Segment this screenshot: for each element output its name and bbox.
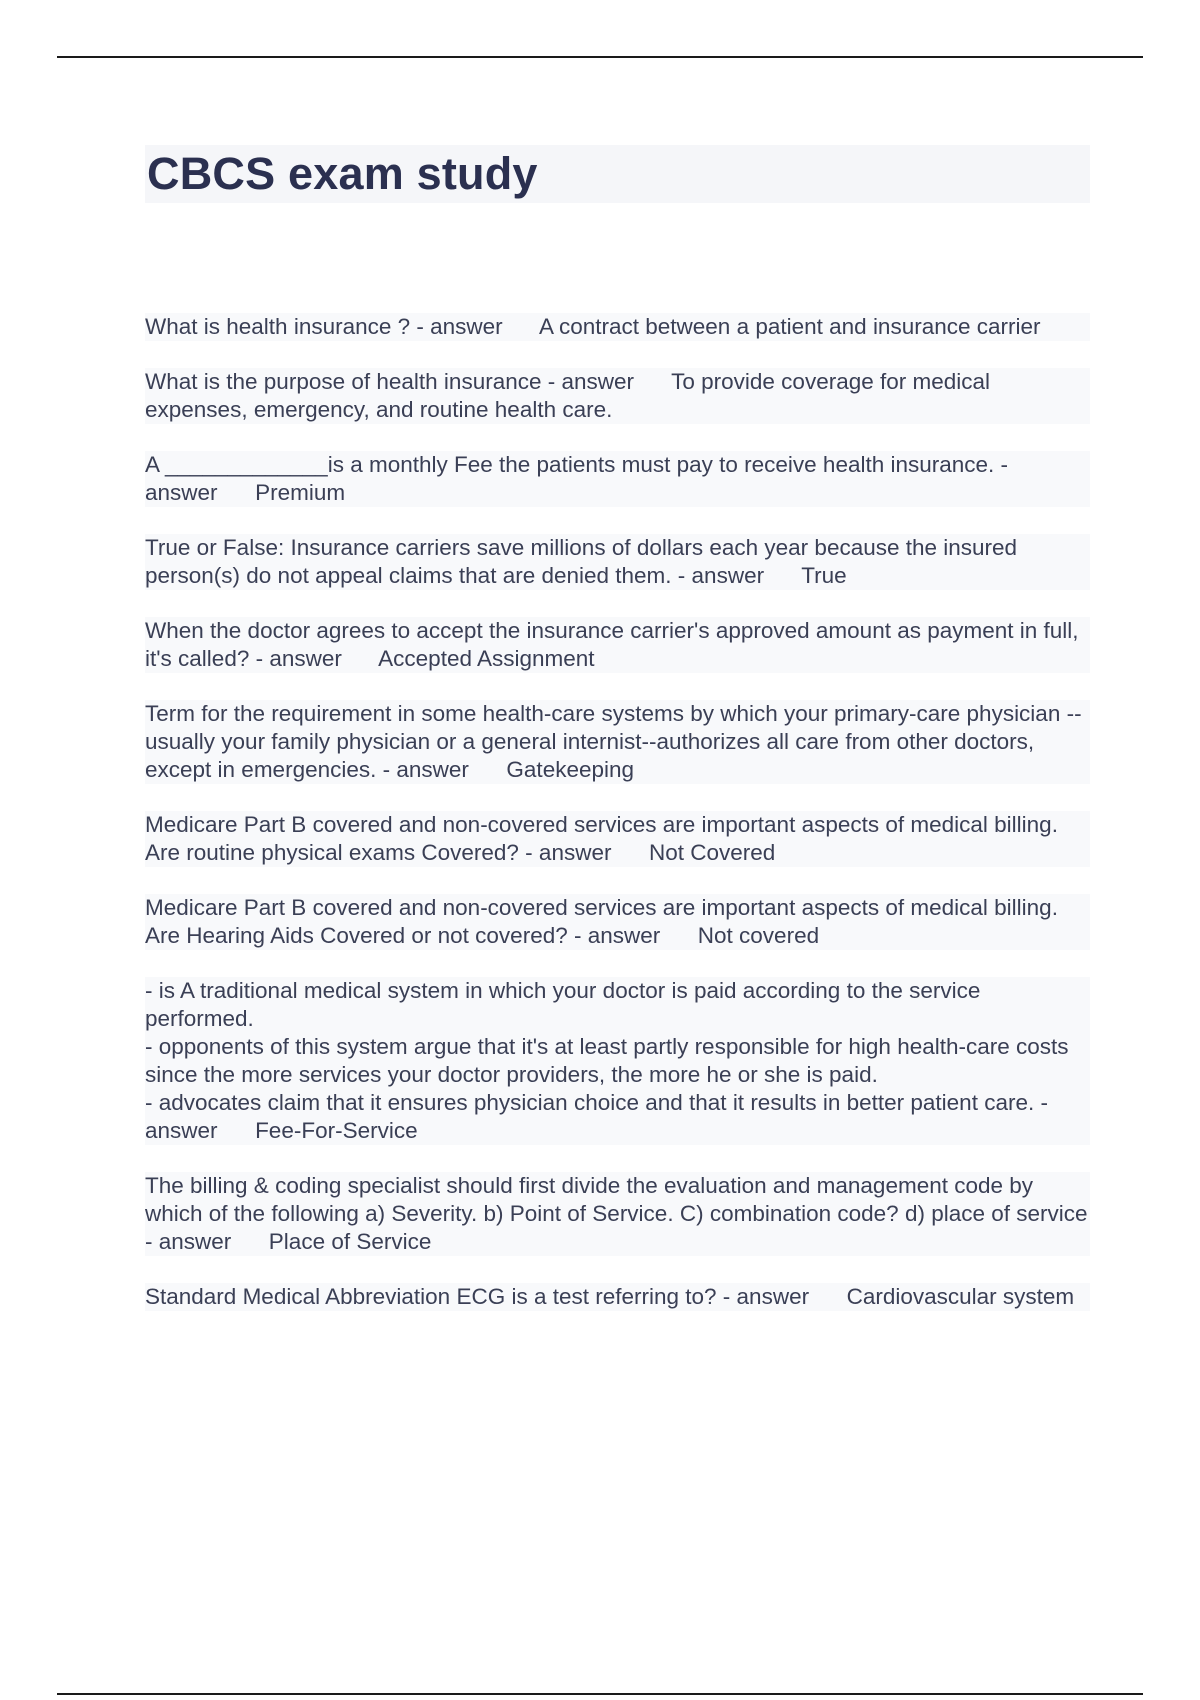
qa-answer: Not Covered	[648, 840, 776, 865]
qa-item	[145, 451, 1090, 507]
qa-answer: Cardiovascular system	[846, 1284, 1075, 1309]
qa-question: When the doctor agrees to accept the insurance carrier's approved amount as payment in full, it's called? - answer	[145, 618, 1085, 671]
bottom-rule	[57, 1693, 1143, 1695]
title-band	[145, 145, 1090, 203]
qa-item	[145, 700, 1090, 784]
qa-answer: Gatekeeping	[506, 757, 635, 782]
document-body	[145, 145, 1094, 1338]
qa-question: Medicare Part B covered and non-covered services are important aspects of medical billing. Are routine physical exams Covered? - answer	[145, 812, 1063, 865]
qa-item	[145, 894, 1090, 950]
qa-question: What is the purpose of health insurance - answer	[145, 369, 635, 394]
top-rule	[57, 56, 1143, 58]
qa-question: Medicare Part B covered and non-covered services are important aspects of medical billing. Are Hearing Aids Covered or not covered? - answer	[145, 895, 1063, 948]
qa-answer: Premium	[255, 480, 346, 505]
qa-question: Term for the requirement in some health-care systems by which your primary-care physician --usually your family physician or a general internist--authorizes all care from other doctors, except in emergencies. - answer	[145, 701, 1082, 782]
qa-item	[145, 368, 1090, 424]
qa-item	[145, 617, 1090, 673]
qa-answer: To provide coverage for medical expenses, emergency, and routine health care.	[145, 369, 997, 422]
qa-answer: Not covered	[697, 923, 820, 948]
qa-answer: Fee-For-Service	[255, 1118, 418, 1143]
qa-answer: Accepted Assignment	[378, 646, 595, 671]
qa-question: Standard Medical Abbreviation ECG is a test referring to? - answer	[145, 1284, 810, 1309]
document-title: CBCS exam study	[147, 148, 538, 199]
qa-item	[145, 1172, 1094, 1256]
qa-question: A _____________is a monthly Fee the patients must pay to receive health insurance. - answer	[145, 452, 1015, 505]
qa-answer: True	[801, 563, 847, 588]
qa-question: - is A traditional medical system in which your doctor is paid according to the service performed. - opponents of this system argue that it's at least partly responsible for high health-care costs since the more services your doctor providers, the more he or she is paid. - advocates claim that it ensures physician choice and that it results in better patient care. - answer	[145, 978, 1069, 1143]
qa-answer: Place of Service	[268, 1229, 432, 1254]
qa-item	[145, 811, 1090, 867]
qa-list	[145, 313, 1094, 1311]
qa-item	[145, 1283, 1090, 1311]
qa-question: The billing & coding specialist should first divide the evaluation and management code by which of the following a) Severity. b) Point of Service. C) combination code? d) place of service - answer	[145, 1173, 1094, 1254]
qa-item	[145, 313, 1090, 341]
qa-answer: A contract between a patient and insurance carrier	[538, 314, 1041, 339]
qa-item	[145, 977, 1090, 1145]
qa-item	[145, 534, 1090, 590]
qa-question: What is health insurance ? - answer	[145, 314, 503, 339]
qa-question: True or False: Insurance carriers save millions of dollars each year because the insured person(s) do not appeal claims that are denied them. - answer	[145, 535, 1024, 588]
